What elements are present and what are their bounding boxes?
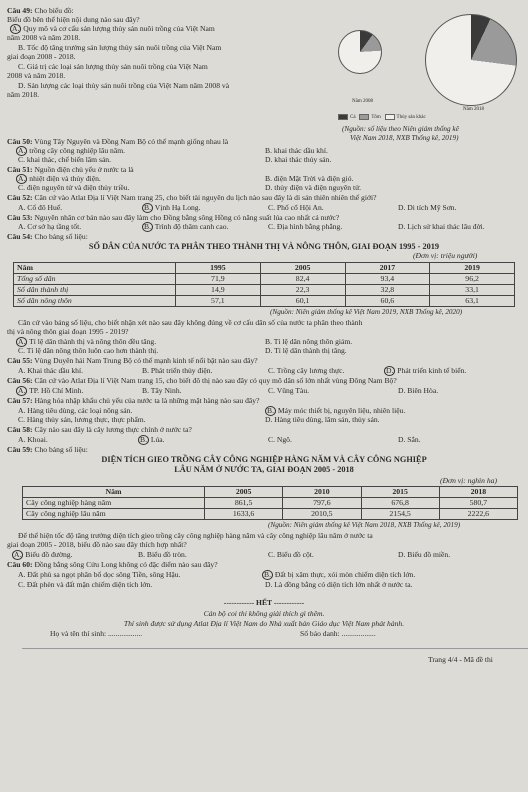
q53-option-d[interactable]: D. Lịch sử khai thác lâu đời. (398, 222, 485, 231)
table-cell: Cây công nghiệp hàng năm (23, 498, 205, 509)
table-cell: 60,1 (260, 296, 345, 307)
table-header-cell: 2019 (430, 263, 515, 274)
q58-option-c[interactable]: C. Ngô. (268, 435, 292, 444)
chart-year-2008: Năm 2008 (352, 99, 373, 104)
q57-option-d[interactable]: D. Hàng tiêu dùng, lâm sản, thủy sản. (265, 415, 380, 424)
q55-option-d[interactable]: D. Phát triển kinh tế biển. (386, 366, 467, 375)
table-header-row (23, 487, 518, 498)
q60-option-a[interactable]: A. Đất phù sa ngọt phân bố dọc sông Tiền, sông Hậu. (18, 570, 181, 579)
q60-option-d[interactable]: D. Là đồng bằng có diện tích lớn nhất ở nước ta. (265, 580, 413, 589)
page-footer: Trang 4/4 - Mã đề thi (428, 655, 493, 664)
table-header-row (14, 263, 515, 274)
q55-option-b[interactable]: B. Phát triển thủy điện. (142, 366, 213, 375)
q49-option-d[interactable]: D. Sản lượng các loại thủy sản nuôi trồng của Việt Nam năm 2008 và (18, 81, 230, 90)
q50-option-b[interactable]: B. khai thác dầu khí. (265, 146, 328, 155)
q54-stem: Câu 54: Cho bảng số liệu: (7, 232, 88, 241)
q52-option-b[interactable]: B. Vịnh Hạ Long. (144, 203, 201, 212)
table2-source: (Nguồn: Niên giám thống kê Việt Nam 2018, NXB Thống kê, 2019) (268, 521, 461, 529)
q51-option-b[interactable]: B. điện Mặt Trời và điện gió. (265, 174, 354, 183)
table-cell: 93,4 (345, 274, 430, 285)
q56-option-a[interactable]: A. TP. Hồ Chí Minh. (18, 386, 84, 395)
q60-option-c[interactable]: C. Đất phèn và đất mặn chiếm diện tích lớn. (18, 580, 153, 589)
q55-option-c[interactable]: C. Trồng cây lương thực. (268, 366, 345, 375)
table-cell: 797,6 (283, 498, 361, 509)
table-row (23, 498, 518, 509)
q50-option-c[interactable]: C. khai thác, chế biến lâm sản. (18, 155, 112, 164)
table-cell: 96,2 (430, 274, 515, 285)
q49-option-a[interactable]: A. Quy mô và cơ cấu sản lượng thủy sản nuôi trồng của Việt Nam (12, 24, 215, 33)
table-cell: 82,4 (260, 274, 345, 285)
q53-option-a[interactable]: A. Cơ sở hạ tầng tốt. (18, 222, 82, 231)
candidate-name-field[interactable]: Họ và tên thí sinh: .................. (50, 629, 143, 638)
table-cell: 63,1 (430, 296, 515, 307)
table-cell: 32,8 (345, 285, 430, 296)
q53-stem: Câu 53: Nguyên nhân cơ bản nào sau đây làm cho Đồng bằng sông Hồng có năng suất lúa cao nhất cả nước? (7, 213, 340, 222)
table-cell: 71,9 (176, 274, 261, 285)
table-row (14, 274, 515, 285)
note-2: Thí sinh được sử dụng Atlat Địa lí Việt Nam do Nhà xuất bản Giáo dục Việt Nam phát hành. (123, 619, 405, 628)
pie-chart-2008 (338, 30, 382, 74)
q50-stem: Câu 50: Vùng Tây Nguyên và Đồng Nam Bộ có thế mạnh giống nhau là (7, 137, 229, 146)
candidate-number-field[interactable]: Số báo danh: .................. (300, 629, 376, 638)
table1-title: SỐ DÂN CỦA NƯỚC TA PHÂN THEO THÀNH THỊ VÀ NÔNG THÔN, GIAI ĐOẠN 1995 - 2019 (88, 242, 440, 251)
q58-option-b[interactable]: B. Lúa. (140, 435, 165, 444)
pie-chart-2018 (425, 14, 517, 106)
q51-option-a[interactable]: A. nhiệt điện và thủy điện. (18, 174, 101, 183)
footer-divider (22, 648, 528, 649)
q58-option-d[interactable]: D. Sắn. (398, 435, 421, 444)
table1-source: (Nguồn: Niên giám thống kê Việt Nam 2019, NXB Thống kê, 2020) (270, 308, 463, 316)
table-header-cell: 1995 (176, 263, 261, 274)
q54-option-d[interactable]: D. Tỉ lệ dân thành thị tăng. (265, 346, 347, 355)
q49-option-b-cont: giai đoạn 2008 - 2018. (7, 52, 76, 61)
q49-option-c[interactable]: C. Giá trị các loại sản lượng thủy sản nuôi trồng của Việt Nam (18, 62, 208, 71)
q59-prompt-cont: giai đoạn 2005 - 2018, biểu đồ nào sau đây thích hợp nhất? (7, 540, 187, 549)
chart-legend: Cá Tôm Thủy sản khác (338, 114, 426, 121)
q50-option-d[interactable]: D. khai thác thủy sản. (265, 155, 332, 164)
q57-option-c[interactable]: C. Hàng thủy sản, lương thực, thực phẩm. (18, 415, 146, 424)
q49-stem: Biểu đồ bên thể hiện nội dung nào sau đây? (7, 15, 140, 24)
q57-option-a[interactable]: A. Hàng tiêu dùng, các loại nông sản. (18, 406, 133, 415)
q59-option-d[interactable]: D. Biểu đồ miền. (398, 550, 451, 559)
q56-option-c[interactable]: C. Vũng Tàu. (268, 386, 310, 395)
table2-unit: (Đơn vị: nghìn ha) (440, 476, 497, 485)
q56-stem: Câu 56: Căn cứ vào Atlat Địa lí Việt Nam trang 15, cho biết đô thị nào sau đây có quy mô dân số lớn nhất vùng Đông Nam Bộ? (7, 376, 397, 385)
q59-stem: Câu 59: Cho bảng số liệu: (7, 445, 88, 454)
table-row (14, 285, 515, 296)
table-cell: 861,5 (205, 498, 283, 509)
q59-option-a[interactable]: A. Biểu đồ đường. (14, 550, 73, 559)
table-cell: 14,9 (176, 285, 261, 296)
q49-option-d-cont: năm 2018. (7, 90, 40, 99)
q52-stem: Câu 52: Căn cứ vào Atlat Địa lí Việt Nam trang 25, cho biết tài nguyên du lịch nào sau đây là di sản thiên nhiên thế giới? (7, 193, 377, 202)
table-crop-area (22, 486, 518, 520)
q54-prompt: Căn cứ vào bảng số liệu, cho biết nhận xét nào sau đây không đúng về cơ cấu dân số của nước ta phân theo thành (18, 318, 363, 327)
chart-source-2: Việt Nam 2018, NXB Thống kê, 2019) (350, 134, 459, 142)
table-cell: 33,1 (430, 285, 515, 296)
table-cell: 2222,6 (439, 509, 517, 520)
chart-year-2018: Năm 2018 (463, 107, 484, 112)
q50-option-a[interactable]: A. trồng cây công nghiệp lâu năm. (18, 146, 126, 155)
q58-option-a[interactable]: A. Khoai. (18, 435, 48, 444)
q59-option-c[interactable]: C. Biểu đồ cột. (268, 550, 314, 559)
end-marker: ------------ HẾT ------------ (223, 598, 305, 607)
table-header-cell: Năm (14, 263, 176, 274)
table-cell: Số dân nông thôn (14, 296, 176, 307)
table-cell: 2154,5 (361, 509, 439, 520)
q54-option-b[interactable]: B. Tỉ lệ dân nông thôn giảm. (265, 337, 353, 346)
table-cell: 580,7 (439, 498, 517, 509)
q59-option-b[interactable]: B. Biểu đồ tròn. (138, 550, 187, 559)
table-header-cell: 2005 (205, 487, 283, 498)
q49-option-a-cont: năm 2008 và năm 2018. (7, 33, 81, 42)
table-header-cell: 2015 (361, 487, 439, 498)
table2-title-1: DIỆN TÍCH GIEO TRỒNG CÂY CÔNG NGHIỆP HÀNG NĂM VÀ CÂY CÔNG NGHIỆP (101, 455, 427, 464)
q56-option-d[interactable]: D. Biên Hòa. (398, 386, 439, 395)
q51-option-c[interactable]: C. điện nguyên tử và điện thủy triều. (18, 183, 130, 192)
table-cell: 22,3 (260, 285, 345, 296)
table-cell: Tổng số dân (14, 274, 176, 285)
q54-prompt-cont: thị và nông thôn giai đoạn 1995 - 2019? (7, 327, 129, 336)
q54-option-c[interactable]: C. Tỉ lệ dân nông thôn luôn cao hơn thành thị. (18, 346, 159, 355)
table-row (23, 509, 518, 520)
q55-stem: Câu 55: Vùng Duyên hải Nam Trung Bộ có thế mạnh kinh tế nổi bật nào sau đây? (7, 356, 258, 365)
q59-prompt: Để thể hiện tốc độ tăng trưởng diện tích gieo trồng cây công nghiệp hàng năm và cây công nghiệp lâu năm ở nước ta (18, 531, 373, 540)
q49-option-c-cont: 2008 và năm 2018. (7, 71, 66, 80)
table-row (14, 296, 515, 307)
q52-option-c[interactable]: C. Phố cổ Hội An. (268, 203, 324, 212)
q51-option-d[interactable]: D. thủy điện và điện nguyên tử. (265, 183, 362, 192)
table-population (13, 262, 515, 307)
q49-option-b[interactable]: B. Tốc độ tăng trưởng sản lượng thủy sản nuôi trồng của Việt Nam (18, 43, 222, 52)
table-header-cell: 2010 (283, 487, 361, 498)
q57-option-b[interactable]: B. Máy móc thiết bị, nguyên liệu, nhiên liệu. (267, 406, 406, 415)
table-cell: 57,1 (176, 296, 261, 307)
table-cell: Cây công nghiệp lâu năm (23, 509, 205, 520)
q53-option-c[interactable]: C. Địa hình bằng phẳng. (268, 222, 343, 231)
q52-option-a[interactable]: A. Cố đô Huế. (18, 203, 63, 212)
table-cell: 60,6 (345, 296, 430, 307)
q49-heading: Câu 49: Cho biểu đồ: (7, 6, 74, 15)
table2-title-2: LÂU NĂM Ở NƯỚC TA, GIAI ĐOẠN 2005 - 2018 (174, 465, 354, 474)
q60-option-b[interactable]: B. Đất bị xâm thực, xói mòn chiếm diện tích lớn. (264, 570, 416, 579)
q52-option-d[interactable]: D. Di tích Mỹ Sơn. (398, 203, 457, 212)
table-header-cell: 2005 (260, 263, 345, 274)
table-cell: 1633,6 (205, 509, 283, 520)
q60-stem: Câu 60: Đồng bằng sông Cửu Long không có đặc điểm nào sau đây? (7, 560, 218, 569)
table-header-cell: Năm (23, 487, 205, 498)
table-header-cell: 2018 (439, 487, 517, 498)
q54-option-a[interactable]: A. Tỉ lệ dân thành thị và nông thôn đều tăng. (18, 337, 157, 346)
q51-stem: Câu 51: Nguồn điện chủ yếu ở nước ta là (7, 165, 134, 174)
note-1: Cán bộ coi thi không giải thích gì thêm. (203, 609, 325, 618)
table-cell: 2010,5 (283, 509, 361, 520)
q57-stem: Câu 57: Hàng hóa nhập khẩu chủ yếu của nước ta là những mặt hàng nào sau đây? (7, 396, 260, 405)
q58-stem: Câu 58: Cây nào sau đây là cây lương thực chính ở nước ta? (7, 425, 192, 434)
q55-option-a[interactable]: A. Khai thác dầu khí. (18, 366, 83, 375)
q53-option-b[interactable]: B. Trình độ thâm canh cao. (144, 222, 229, 231)
q56-option-b[interactable]: B. Tây Ninh. (142, 386, 182, 395)
chart-source-1: (Nguồn: số liệu theo Niên giám thống kê (342, 125, 459, 133)
table1-unit: (Đơn vị: triệu người) (413, 251, 478, 260)
table-cell: 676,8 (361, 498, 439, 509)
table-cell: Số dân thành thị (14, 285, 176, 296)
table-header-cell: 2017 (345, 263, 430, 274)
